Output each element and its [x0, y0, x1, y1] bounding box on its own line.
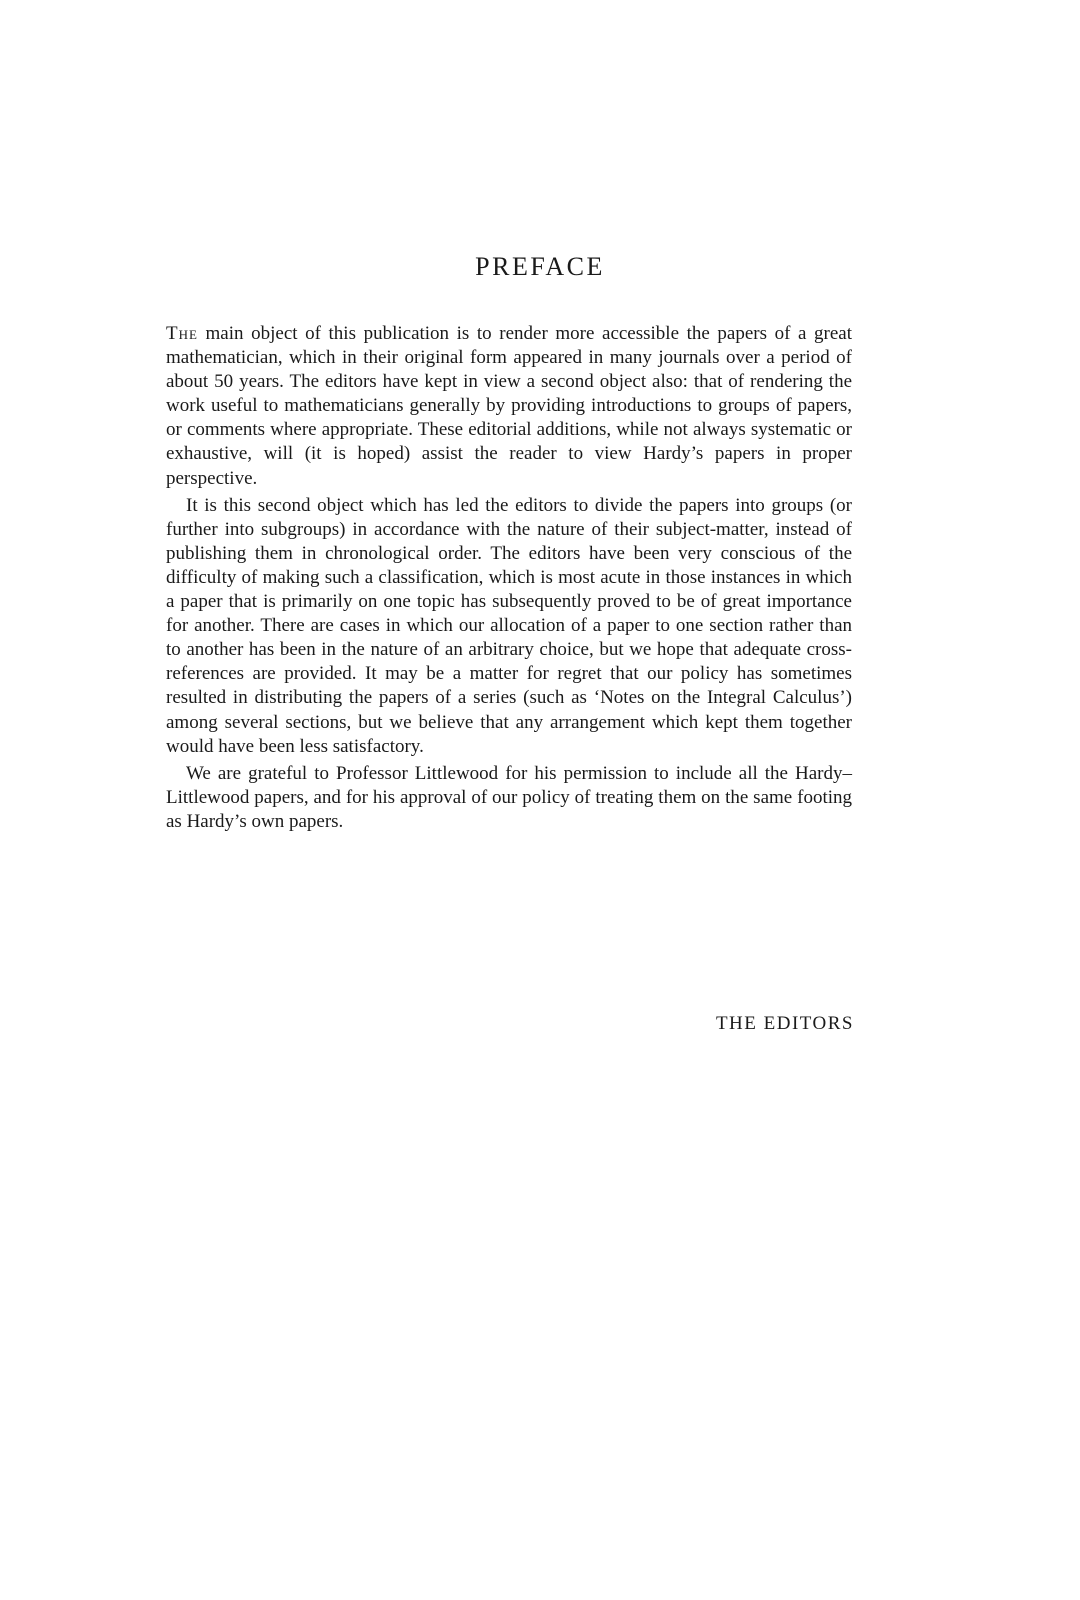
paragraph-1	[166, 322, 852, 491]
paragraph-2: It is this second object which has led the editors to divide the papers into groups (or further into subgroups) in accordance with the nature of their subject-matter, instead of publishing them in chronological order. The editors have been very conscious of the difficulty of making such a classification, which is most acute in those instances in which a paper that is primarily on one topic has subsequently proved to be of great importance for another. There are cases in which our allocation of a paper to one section rather than to another has been in the nature of an arbitrary choice, but we hope that adequate cross-references are provided. It may be a matter for regret that our policy has sometimes resulted in distributing the papers of a series (such as ‘Notes on the Integral Calculus’) among several sections, but we believe that any arrangement which kept them together would have been less satisfactory.	[166, 494, 852, 757]
page-title: PREFACE	[475, 252, 605, 281]
paragraph-1-text: main object of this publication is to render more accessible the papers of a great mathematician, which in their original form appeared in many journals over a period of about 50 years. The editors have kept in view a second object also: that of rendering the work useful to mathematicians generally by providing introductions to groups of papers, or comments where appropriate. These editorial additions, while not always systematic or exhaustive, will (it is hoped) assist the reader to view Hardy’s papers in proper perspective.	[166, 323, 852, 489]
editors-signature: THE EDITORS	[715, 1013, 854, 1034]
preface-body	[166, 322, 852, 834]
paragraph-3: We are grateful to Professor Littlewood for his permission to include all the Hardy–Littlewood papers, and for his approval of our policy of treating them on the same footing as Hardy’s own papers.	[166, 762, 852, 832]
paragraph-lead-word: The	[166, 323, 198, 344]
